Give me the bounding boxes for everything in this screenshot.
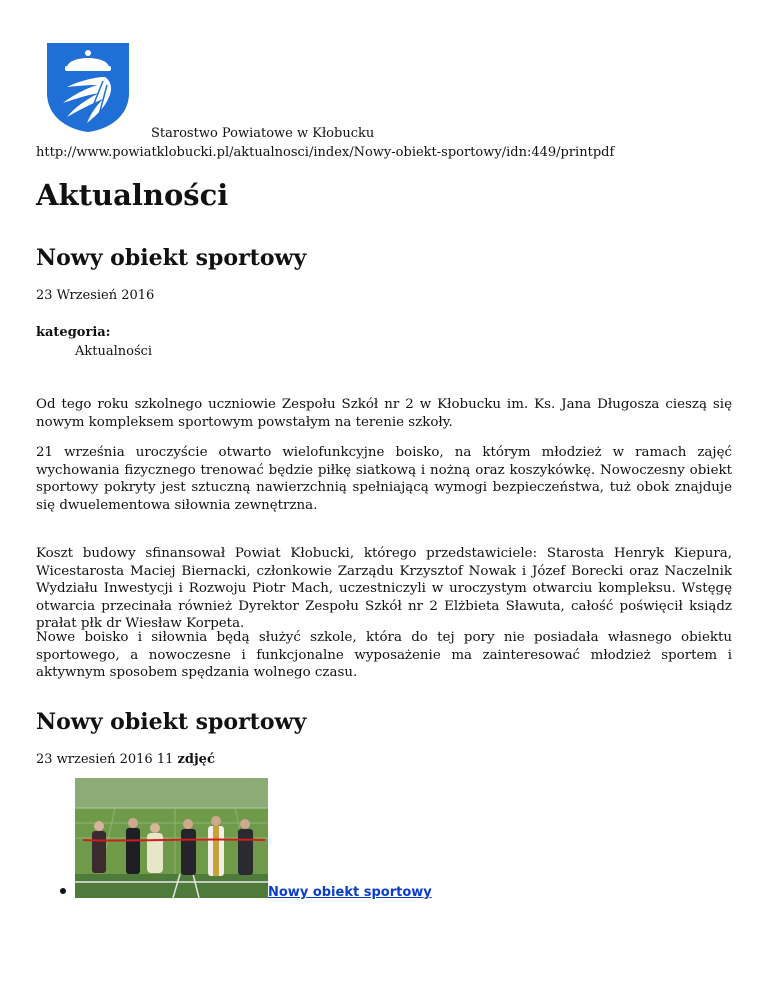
photo-word: zdjęć [177, 752, 215, 767]
gallery-date: 23 wrzesień 2016 [36, 752, 153, 767]
article-date: 23 Wrzesień 2016 [36, 288, 155, 303]
office-name: Starostwo Powiatowe w Kłobucku [151, 126, 375, 141]
article-title: Nowy obiekt sportowy [36, 245, 307, 271]
gallery-link[interactable]: Nowy obiekt sportowy [268, 885, 432, 900]
article-paragraph: Od tego roku szkolnego uczniowie Zespołu Szkół nr 2 w Kłobucku im. Ks. Jana Długosza cieszą się nowym kompleksem sportowym powstałym na terenie szkoły. [36, 397, 732, 430]
category-label: kategoria: [36, 325, 111, 340]
gallery-meta [36, 751, 215, 768]
gallery-thumbnail-photo[interactable] [75, 778, 268, 898]
gallery-list [36, 776, 736, 906]
article-paragraph: Nowe boisko i siłownia będą służyć szkole, która do tej pory nie posiadała własnego obiektu sportowego, a nowoczesne i funkcjonalne wyposażenie ma zainteresować młodzież sportem i aktywnym sposobem spędzania wolnego czasu. [36, 630, 732, 680]
gallery-title: Nowy obiekt sportowy [36, 709, 307, 735]
source-url: http://www.powiatklobucki.pl/aktualnosci/index/Nowy-obiekt-sportowy/idn:449/printpdf [36, 145, 615, 160]
article-paragraph: 21 września uroczyście otwarto wielofunkcyjne boisko, na którym młodzież w ramach zajęć wychowania fizycznego trenować będzie piłkę siatkową i nożną oraz koszykówkę. Nowoczesny obiekt sportowy pokryty jest sztuczną nawierzchnią spełniającą wymogi bezpieczeństwa, tuż obok znajduje się dwuelementowa siłownia zewnętrzna. [36, 445, 732, 513]
article-paragraph: Koszt budowy sfinansował Powiat Kłobucki, którego przedstawiciele: Starosta Henryk Kiepura, Wicestarosta Maciej Biernacki, członkowie Zarządu Krzysztof Nowak i Józef Borecki oraz Naczelnik Wydziału Inwestycji i Rozwoju Piotr Mach, uczestniczyli w uroczystym otwarciu kompleksu. Wstęgę otwarcia przecinała również Dyrektor Zespołu Szkół nr 2 Elżbieta Sławuta, całość poświęcił ksiądz prałat płk dr Wiesław Korpeta. [36, 546, 732, 631]
photo-count: 11 [156, 752, 174, 767]
coat-of-arms-logo [45, 41, 131, 133]
list-bullet [60, 888, 66, 894]
category-value: Aktualności [75, 344, 153, 359]
page-title: Aktualności [36, 178, 229, 212]
